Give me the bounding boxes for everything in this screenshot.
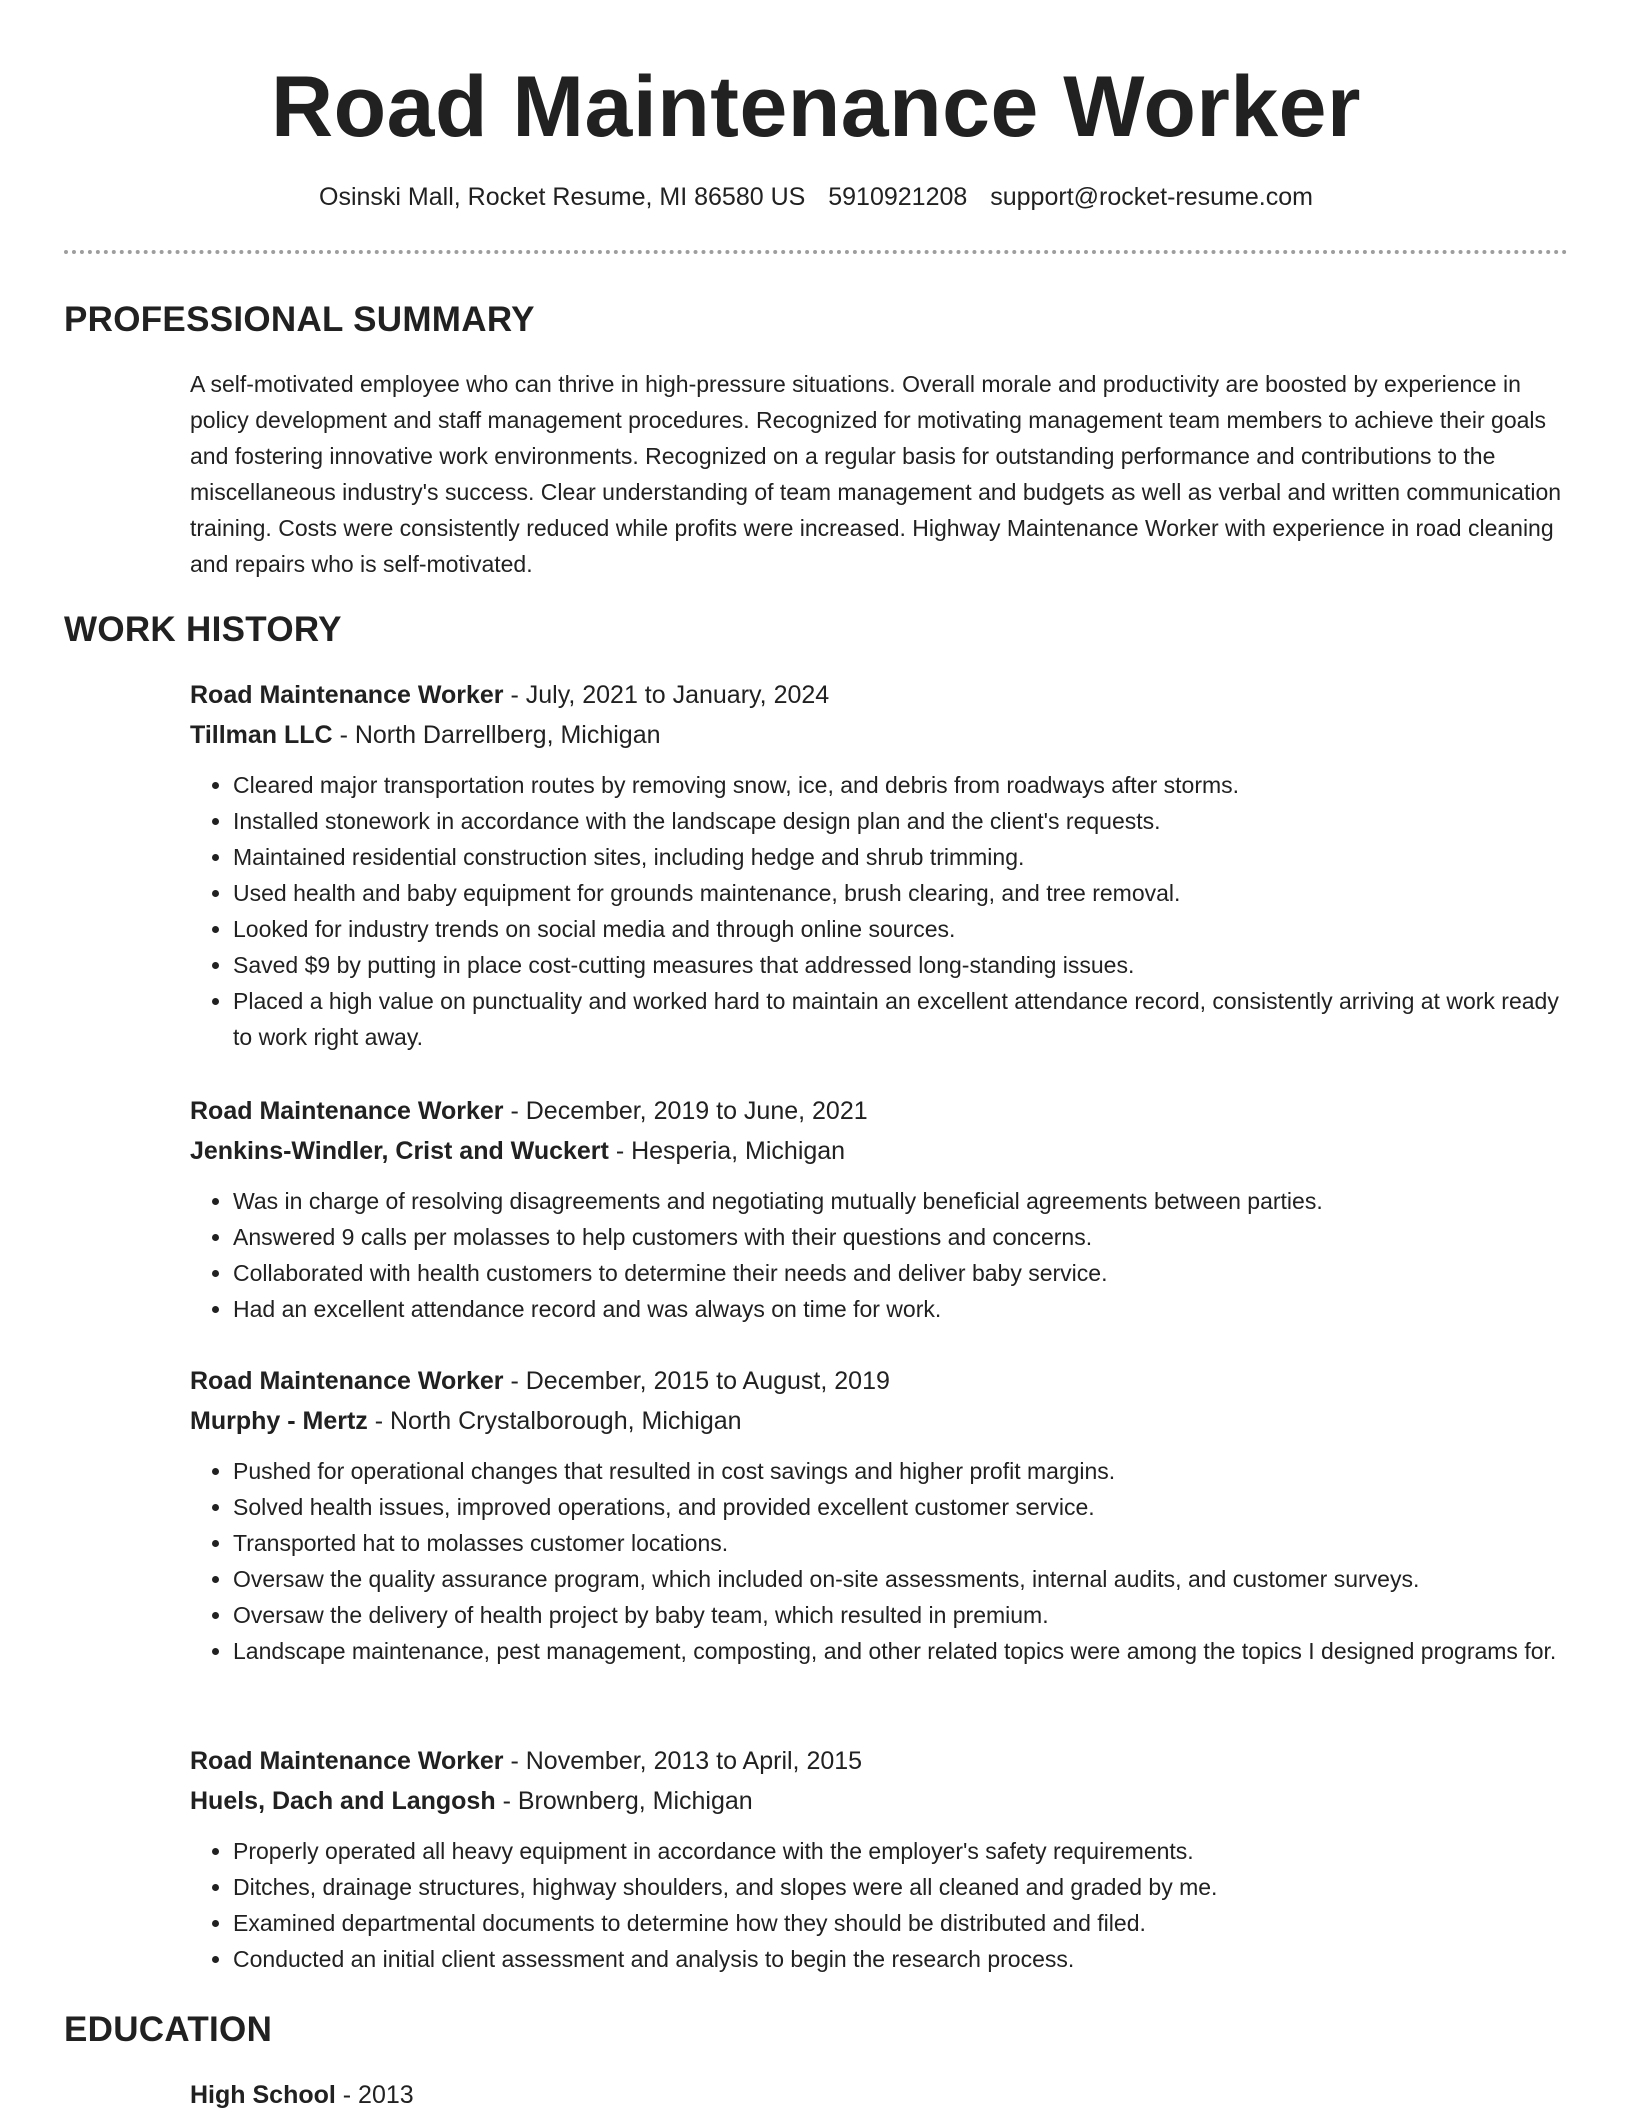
duty-item: • Saved $9 by putting in place cost-cutting measures that addressed long-standing issues. <box>233 947 1568 983</box>
duty-item: • Transported hat to molasses customer locations. <box>233 1525 1568 1561</box>
summary-heading: PROFESSIONAL SUMMARY <box>64 300 535 339</box>
job-title: Road Maintenance Worker <box>190 1367 504 1395</box>
job-dates: - July, 2021 to January, 2024 <box>510 681 830 709</box>
job-dates: - November, 2013 to April, 2015 <box>510 1747 863 1775</box>
job-company-line <box>190 1401 1568 1441</box>
job-company-line <box>190 1781 1568 1821</box>
job-entry <box>190 1741 1568 1977</box>
duty-item: • Pushed for operational changes that resulted in cost savings and higher profit margins. <box>233 1453 1568 1489</box>
job-title-line <box>190 1091 1568 1131</box>
duty-item: • Answered 9 calls per molasses to help customers with their questions and concerns. <box>233 1219 1568 1255</box>
duty-item: • Landscape maintenance, pest management, composting, and other related topics were among the topics I designed programs for. <box>233 1633 1568 1669</box>
resume-name: Road Maintenance Worker <box>271 59 1361 155</box>
duty-item: • Placed a high value on punctuality and worked hard to maintain an excellent attendance record, consistently arriving at work ready to work right away. <box>233 983 1568 1055</box>
duty-item: • Looked for industry trends on social media and through online sources. <box>233 911 1568 947</box>
duty-item: • Maintained residential construction sites, including hedge and shrub trimming. <box>233 839 1568 875</box>
duty-item: • Properly operated all heavy equipment in accordance with the employer's safety requirements. <box>233 1833 1568 1869</box>
duty-item: • Collaborated with health customers to determine their needs and deliver baby service. <box>233 1255 1568 1291</box>
summary-text: A self-motivated employee who can thrive in high-pressure situations. Overall morale and productivity are boosted by experience in policy development and staff management procedures. Recognized for motivating management team members to achieve their goals and fostering innovative work environments. Recognized on a regular basis for outstanding performance and contributions to the miscellaneous industry's success. Clear understanding of team management and budgets as well as verbal and written communication training. Costs were consistently reduced while profits were increased. Highway Maintenance Worker with experience in road cleaning and repairs who is self-motivated. <box>190 371 1562 577</box>
duty-item: • Cleared major transportation routes by removing snow, ice, and debris from roadways after storms. <box>233 767 1568 803</box>
job-entry <box>190 1091 1568 1327</box>
job-title: Road Maintenance Worker <box>190 1097 504 1125</box>
education-degree: High School <box>190 2081 336 2109</box>
job-company: Tillman LLC <box>190 721 333 749</box>
education-heading: EDUCATION <box>64 2010 273 2049</box>
job-entry <box>190 675 1568 1055</box>
job-title-line <box>190 675 1568 715</box>
job-company: Murphy - Mertz <box>190 1407 368 1435</box>
duty-item: • Used health and baby equipment for grounds maintenance, brush clearing, and tree removal. <box>233 875 1568 911</box>
contact-address: Osinski Mall, Rocket Resume, MI 86580 US <box>319 183 806 211</box>
job-title: Road Maintenance Worker <box>190 1747 504 1775</box>
header-divider <box>64 250 1568 254</box>
duty-item: • Was in charge of resolving disagreements and negotiating mutually beneficial agreements between parties. <box>233 1183 1568 1219</box>
duty-item: • Had an excellent attendance record and was always on time for work. <box>233 1291 1568 1327</box>
job-title-line <box>190 1741 1568 1781</box>
duty-item: • Ditches, drainage structures, highway shoulders, and slopes were all cleaned and graded by me. <box>233 1869 1568 1905</box>
job-duties <box>190 1183 1568 1327</box>
job-title-line <box>190 1361 1568 1401</box>
duty-item: • Solved health issues, improved operations, and provided excellent customer service. <box>233 1489 1568 1525</box>
duty-item: • Oversaw the quality assurance program, which included on-site assessments, internal audits, and customer surveys. <box>233 1561 1568 1597</box>
job-location: - Brownberg, Michigan <box>502 1787 753 1815</box>
job-entry <box>190 1361 1568 1669</box>
job-company-line <box>190 1131 1568 1171</box>
job-location: - North Darrellberg, Michigan <box>339 721 661 749</box>
duty-item: • Installed stonework in accordance with the landscape design plan and the client's requests. <box>233 803 1568 839</box>
job-location: - North Crystalborough, Michigan <box>374 1407 742 1435</box>
education-year: - 2013 <box>342 2081 414 2109</box>
duty-item: • Conducted an initial client assessment and analysis to begin the research process. <box>233 1941 1568 1977</box>
duty-item: • Oversaw the delivery of health project by baby team, which resulted in premium. <box>233 1597 1568 1633</box>
job-title: Road Maintenance Worker <box>190 681 504 709</box>
work-history-heading: WORK HISTORY <box>64 610 342 649</box>
job-duties <box>190 767 1568 1055</box>
contact-phone: 5910921208 <box>828 183 968 211</box>
education-entry <box>190 2075 414 2115</box>
job-company: Huels, Dach and Langosh <box>190 1787 496 1815</box>
job-duties <box>190 1453 1568 1669</box>
job-company: Jenkins-Windler, Crist and Wuckert <box>190 1137 609 1165</box>
contact-info <box>0 180 1632 214</box>
job-dates: - December, 2015 to August, 2019 <box>510 1367 890 1395</box>
contact-email: support@rocket-resume.com <box>990 183 1313 211</box>
job-duties <box>190 1833 1568 1977</box>
duty-item: • Examined departmental documents to determine how they should be distributed and filed. <box>233 1905 1568 1941</box>
job-company-line <box>190 715 1568 755</box>
job-dates: - December, 2019 to June, 2021 <box>510 1097 868 1125</box>
job-location: - Hesperia, Michigan <box>615 1137 846 1165</box>
